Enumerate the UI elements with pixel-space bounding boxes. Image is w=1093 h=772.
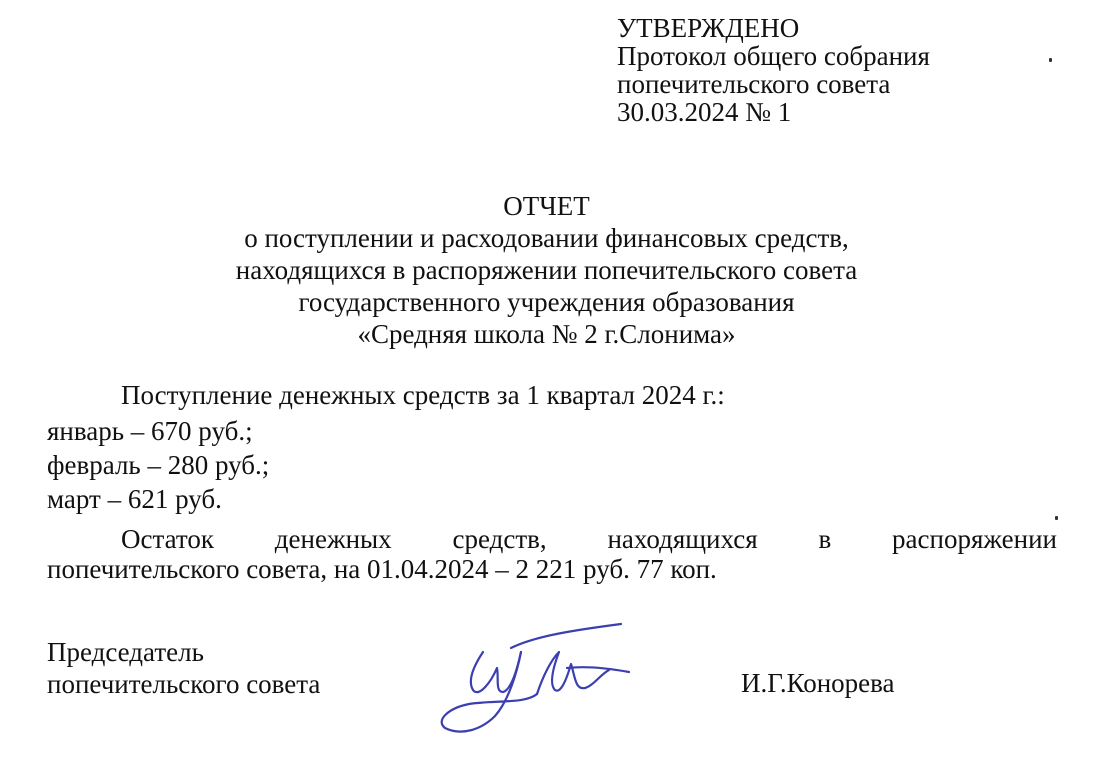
report-heading: ОТЧЕТ [503, 191, 590, 221]
approval-protocol-line: Протокол общего собрания [617, 41, 930, 71]
income-month-february: февраль – 280 руб.; [47, 450, 270, 480]
balance-line-1: Остаток денежных средств, находящихся в распоряжении [121, 524, 1057, 554]
approval-block [617, 14, 930, 126]
report-subtitle-line-4: «Средняя школа № 2 г.Слонима» [357, 319, 736, 349]
signatory-position-line-2: попечительского совета [47, 669, 321, 699]
report-subtitle-line-2: находящихся в распоряжении попечительского совета [235, 255, 858, 285]
approval-council-line: попечительского совета [617, 69, 891, 99]
signatory-position-line-1: Председатель [47, 637, 204, 667]
approval-heading: УТВЕРЖДЕНО [617, 13, 800, 43]
report-body [47, 380, 1057, 584]
balance-line-2: попечительского совета, на 01.04.2024 – 2 221 руб. 77 коп. [47, 554, 717, 584]
report-subtitle-line-1: о поступлении и расходовании финансовых средств, [244, 223, 849, 253]
approval-date-number: 30.03.2024 № 1 [617, 97, 792, 127]
income-month-march: март – 621 руб. [47, 484, 222, 514]
report-title-block [0, 190, 1093, 350]
income-month-january: январь – 670 руб.; [47, 416, 253, 446]
signatory-position [47, 636, 320, 700]
scan-speck [1055, 516, 1058, 520]
report-subtitle-line-3: государственного учреждения образования [298, 287, 795, 317]
income-intro: Поступление денежных средств за 1 квартал 2024 г.: [121, 380, 725, 410]
scan-speck [1049, 58, 1052, 62]
signatory-name: И.Г.Конорева [741, 668, 895, 698]
handwritten-signature [425, 612, 645, 742]
